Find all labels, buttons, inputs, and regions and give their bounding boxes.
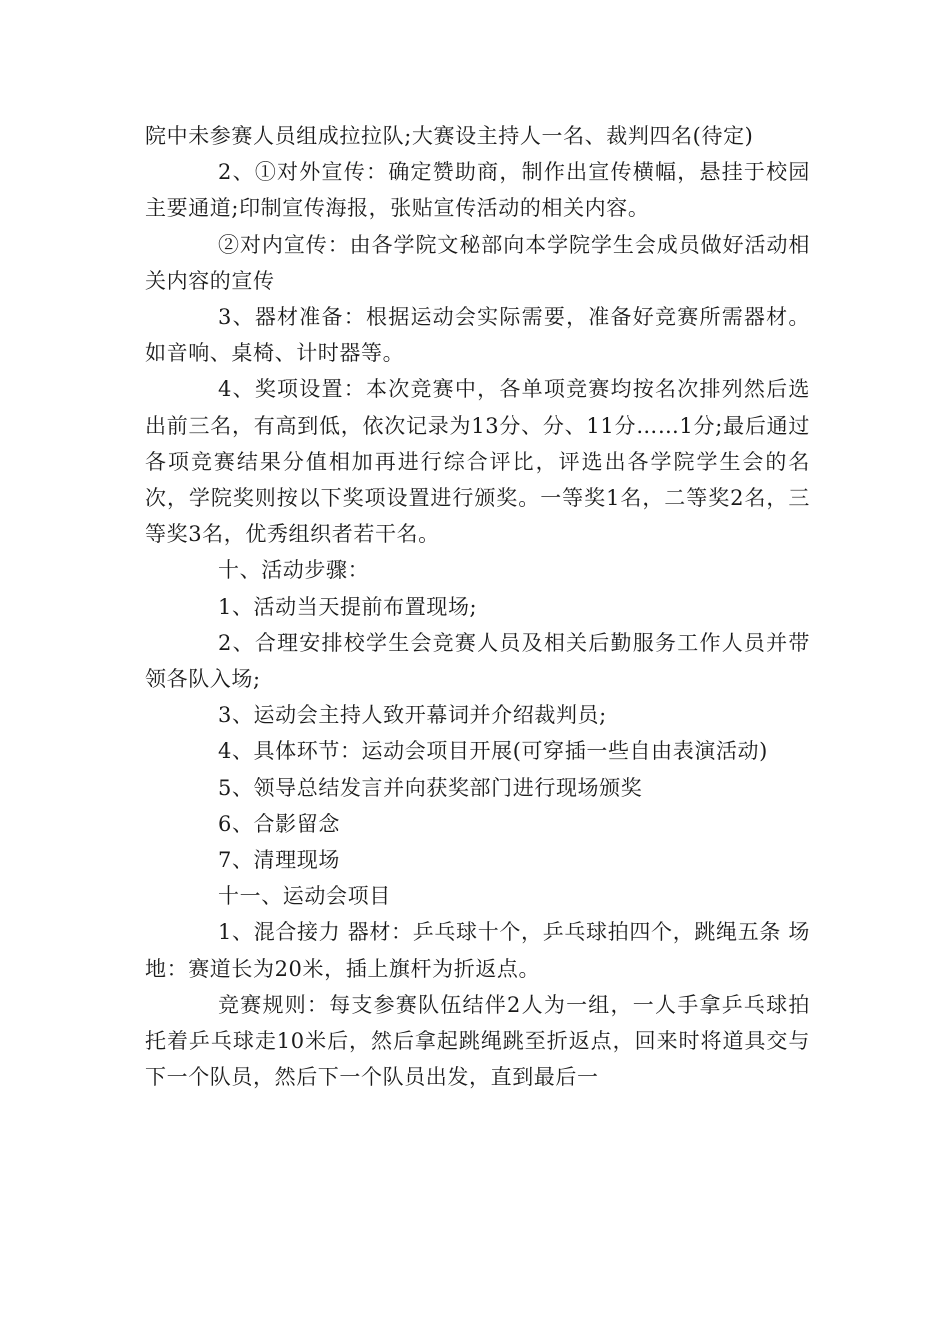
step-item-7: 7、清理现场 — [218, 848, 340, 873]
paragraph-continuation: 院中未参赛人员组成拉拉队;大赛设主持人一名、裁判四名(待定) — [145, 124, 754, 148]
section-heading-steps: 十、活动步骤： — [218, 558, 370, 583]
step-item-2: 2、合理安排校学生会竞赛人员及相关后勤服务工作人员并带领各队入场; — [145, 630, 810, 692]
document-body — [145, 118, 810, 1095]
section-heading-events: 十一、运动会项目 — [218, 884, 391, 909]
event-item-relay: 1、混合接力 器材：乒乓球十个，乒乓球拍四个，跳绳五条 场地：赛道长为20米，插上旗杆为折返点。 — [145, 920, 810, 981]
paragraph-competition-rules: 竞赛规则：每支参赛队伍结伴2人为一组，一人手拿乒乓球拍托着乒乓球走10米后，然后拿起跳绳跳至折返点，回来时将道具交与下一个队员，然后下一个队员出发，直到最后一 — [145, 992, 810, 1090]
step-item-1: 1、活动当天提前布置现场; — [218, 594, 478, 619]
paragraph-equipment: 3、器材准备：根据运动会实际需要，准备好竞赛所需器材。如音响、桌椅、计时器等。 — [145, 305, 810, 366]
paragraph-publicity-external: 2、①对外宣传：确定赞助商，制作出宣传横幅，悬挂于校园主要通道;印制宣传海报，张贴宣传活动的相关内容。 — [145, 160, 810, 221]
step-item-3: 3、运动会主持人致开幕词并介绍裁判员; — [218, 703, 607, 728]
step-item-5: 5、领导总结发言并向获奖部门进行现场颁奖 — [218, 775, 643, 800]
step-item-6: 6、合影留念 — [218, 811, 340, 836]
paragraph-publicity-internal: ②对内宣传：由各学院文秘部向本学院学生会成员做好活动相关内容的宣传 — [145, 232, 810, 293]
step-item-4: 4、具体环节：运动会项目开展(可穿插一些自由表演活动) — [218, 739, 768, 764]
paragraph-awards: 4、奖项设置：本次竞赛中，各单项竞赛均按名次排列然后选出前三名，有高到低，依次记录为13分、分、11分……1分;最后通过各项竞赛结果分值相加再进行综合评比，评选出各学院学生会的名次，学院奖则按以下奖项设置进行颁奖。一等奖1名，二等奖2名，三等奖3名，优秀组织者若干名。 — [145, 377, 810, 547]
